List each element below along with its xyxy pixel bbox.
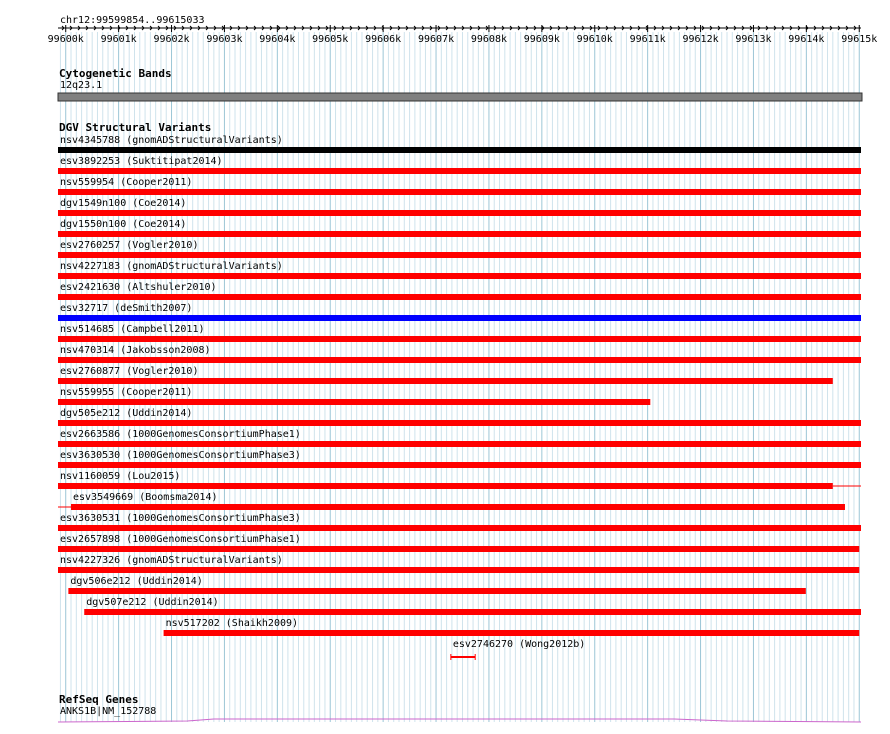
ruler-tick-label: 99602k	[153, 34, 190, 45]
ruler-tick-label: 99601k	[100, 34, 137, 45]
ruler-tick-label: 99606k	[365, 34, 402, 45]
dgv-feature-bar	[164, 630, 860, 636]
dgv-feature-bar	[58, 378, 833, 384]
dgv-feature-label[interactable]: nsv470314 (Jakobsson2008)	[60, 345, 211, 356]
refseq-gene-label[interactable]: ANKS1B|NM_152788	[60, 706, 157, 717]
dgv-feature-bar	[58, 147, 861, 153]
dgv-track-title: DGV Structural Variants	[59, 121, 212, 134]
dgv-feature-label[interactable]: nsv4345788 (gnomADStructuralVariants)	[60, 135, 283, 146]
ruler-tick-label: 99612k	[682, 34, 719, 45]
cytoband-track-title: Cytogenetic Bands	[59, 67, 172, 80]
ruler-tick-label: 99605k	[312, 34, 349, 45]
dgv-feature-bar	[58, 336, 861, 342]
ruler-tick-label: 99610k	[576, 34, 613, 45]
dgv-feature-bar	[58, 525, 861, 531]
dgv-feature-label[interactable]: dgv1550n100 (Coe2014)	[60, 219, 187, 230]
dgv-feature-label[interactable]: esv2657898 (1000GenomesConsortiumPhase1)	[60, 534, 301, 545]
ruler-tick-label: 99615k	[841, 34, 878, 45]
dgv-feature-label[interactable]: esv3630531 (1000GenomesConsortiumPhase3)	[60, 513, 301, 524]
ruler-tick-label: 99614k	[788, 34, 825, 45]
dgv-feature-label[interactable]: dgv507e212 (Uddin2014)	[86, 597, 219, 608]
dgv-feature-label[interactable]: nsv514685 (Campbell2011)	[60, 324, 205, 335]
dgv-feature-label[interactable]: nsv559954 (Cooper2011)	[60, 177, 193, 188]
ruler-tick-label: 99604k	[259, 34, 296, 45]
cytoband-bar	[58, 93, 862, 101]
ruler-tick-label: 99611k	[629, 34, 666, 45]
dgv-feature-label[interactable]: nsv4227326 (gnomADStructuralVariants)	[60, 555, 283, 566]
dgv-feature-bar	[58, 546, 859, 552]
ruler-location-label: chr12:99599854..99615033	[60, 15, 205, 26]
dgv-feature-label[interactable]: dgv506e212 (Uddin2014)	[70, 576, 203, 587]
dgv-feature-label[interactable]: nsv4227183 (gnomADStructuralVariants)	[60, 261, 283, 272]
dgv-feature-label[interactable]: nsv517202 (Shaikh2009)	[165, 618, 299, 629]
dgv-feature-label[interactable]: esv3892253 (Suktitipat2014)	[60, 156, 223, 167]
ruler-tick-label: 99613k	[735, 34, 772, 45]
dgv-feature-bar	[58, 420, 861, 426]
ruler-tick-label: 99607k	[417, 34, 455, 45]
dgv-feature-label[interactable]: nsv559955 (Cooper2011)	[60, 387, 193, 398]
dgv-feature-bar	[58, 189, 861, 195]
dgv-feature-bar	[58, 441, 861, 447]
dgv-feature-label[interactable]: esv3630530 (1000GenomesConsortiumPhase3)	[60, 450, 301, 461]
dgv-feature-label[interactable]: esv2760877 (Vogler2010)	[60, 366, 199, 377]
dgv-feature-bar	[71, 504, 845, 510]
refseq-track-title: RefSeq Genes	[59, 693, 139, 706]
ruler-tick-label: 99603k	[206, 34, 243, 45]
dgv-feature-bar	[58, 483, 833, 489]
dgv-feature-bar	[58, 210, 861, 216]
dgv-feature-bar	[58, 567, 859, 573]
dgv-feature-bar	[58, 273, 861, 279]
dgv-feature-bar	[58, 294, 861, 300]
dgv-feature-label[interactable]: esv2746270 (Wong2012b)	[452, 639, 586, 650]
dgv-feature-label[interactable]: esv2663586 (1000GenomesConsortiumPhase1)	[60, 429, 301, 440]
dgv-feature-label[interactable]: esv2421630 (Altshuler2010)	[60, 282, 217, 293]
refseq-gene-line	[58, 719, 861, 722]
dgv-feature-bar	[58, 357, 861, 363]
dgv-feature-bar	[58, 399, 650, 405]
dgv-feature-bar	[58, 462, 861, 468]
dgv-feature-bar	[84, 609, 861, 615]
dgv-feature-label[interactable]: esv32717 (deSmith2007)	[60, 303, 193, 314]
dgv-feature-label[interactable]: esv2760257 (Vogler2010)	[60, 240, 199, 251]
ruler-tick-label: 99608k	[470, 34, 507, 45]
cytoband-label[interactable]: 12q23.1	[60, 80, 103, 91]
dgv-feature-bar	[58, 168, 861, 174]
ruler-tick-label: 99600k	[47, 34, 84, 45]
ruler-tick-label: 99609k	[523, 34, 560, 45]
dgv-feature-label[interactable]: nsv1160059 (Lou2015)	[60, 471, 181, 482]
dgv-feature-bar	[58, 315, 861, 321]
dgv-feature-bar	[68, 588, 805, 594]
dgv-feature-label[interactable]: dgv505e212 (Uddin2014)	[60, 408, 193, 419]
dgv-feature-label[interactable]: esv3549669 (Boomsma2014)	[73, 492, 218, 503]
dgv-feature-label[interactable]: dgv1549n100 (Coe2014)	[60, 198, 187, 209]
dgv-feature-bar	[58, 231, 861, 237]
dgv-feature-bar	[58, 252, 861, 258]
